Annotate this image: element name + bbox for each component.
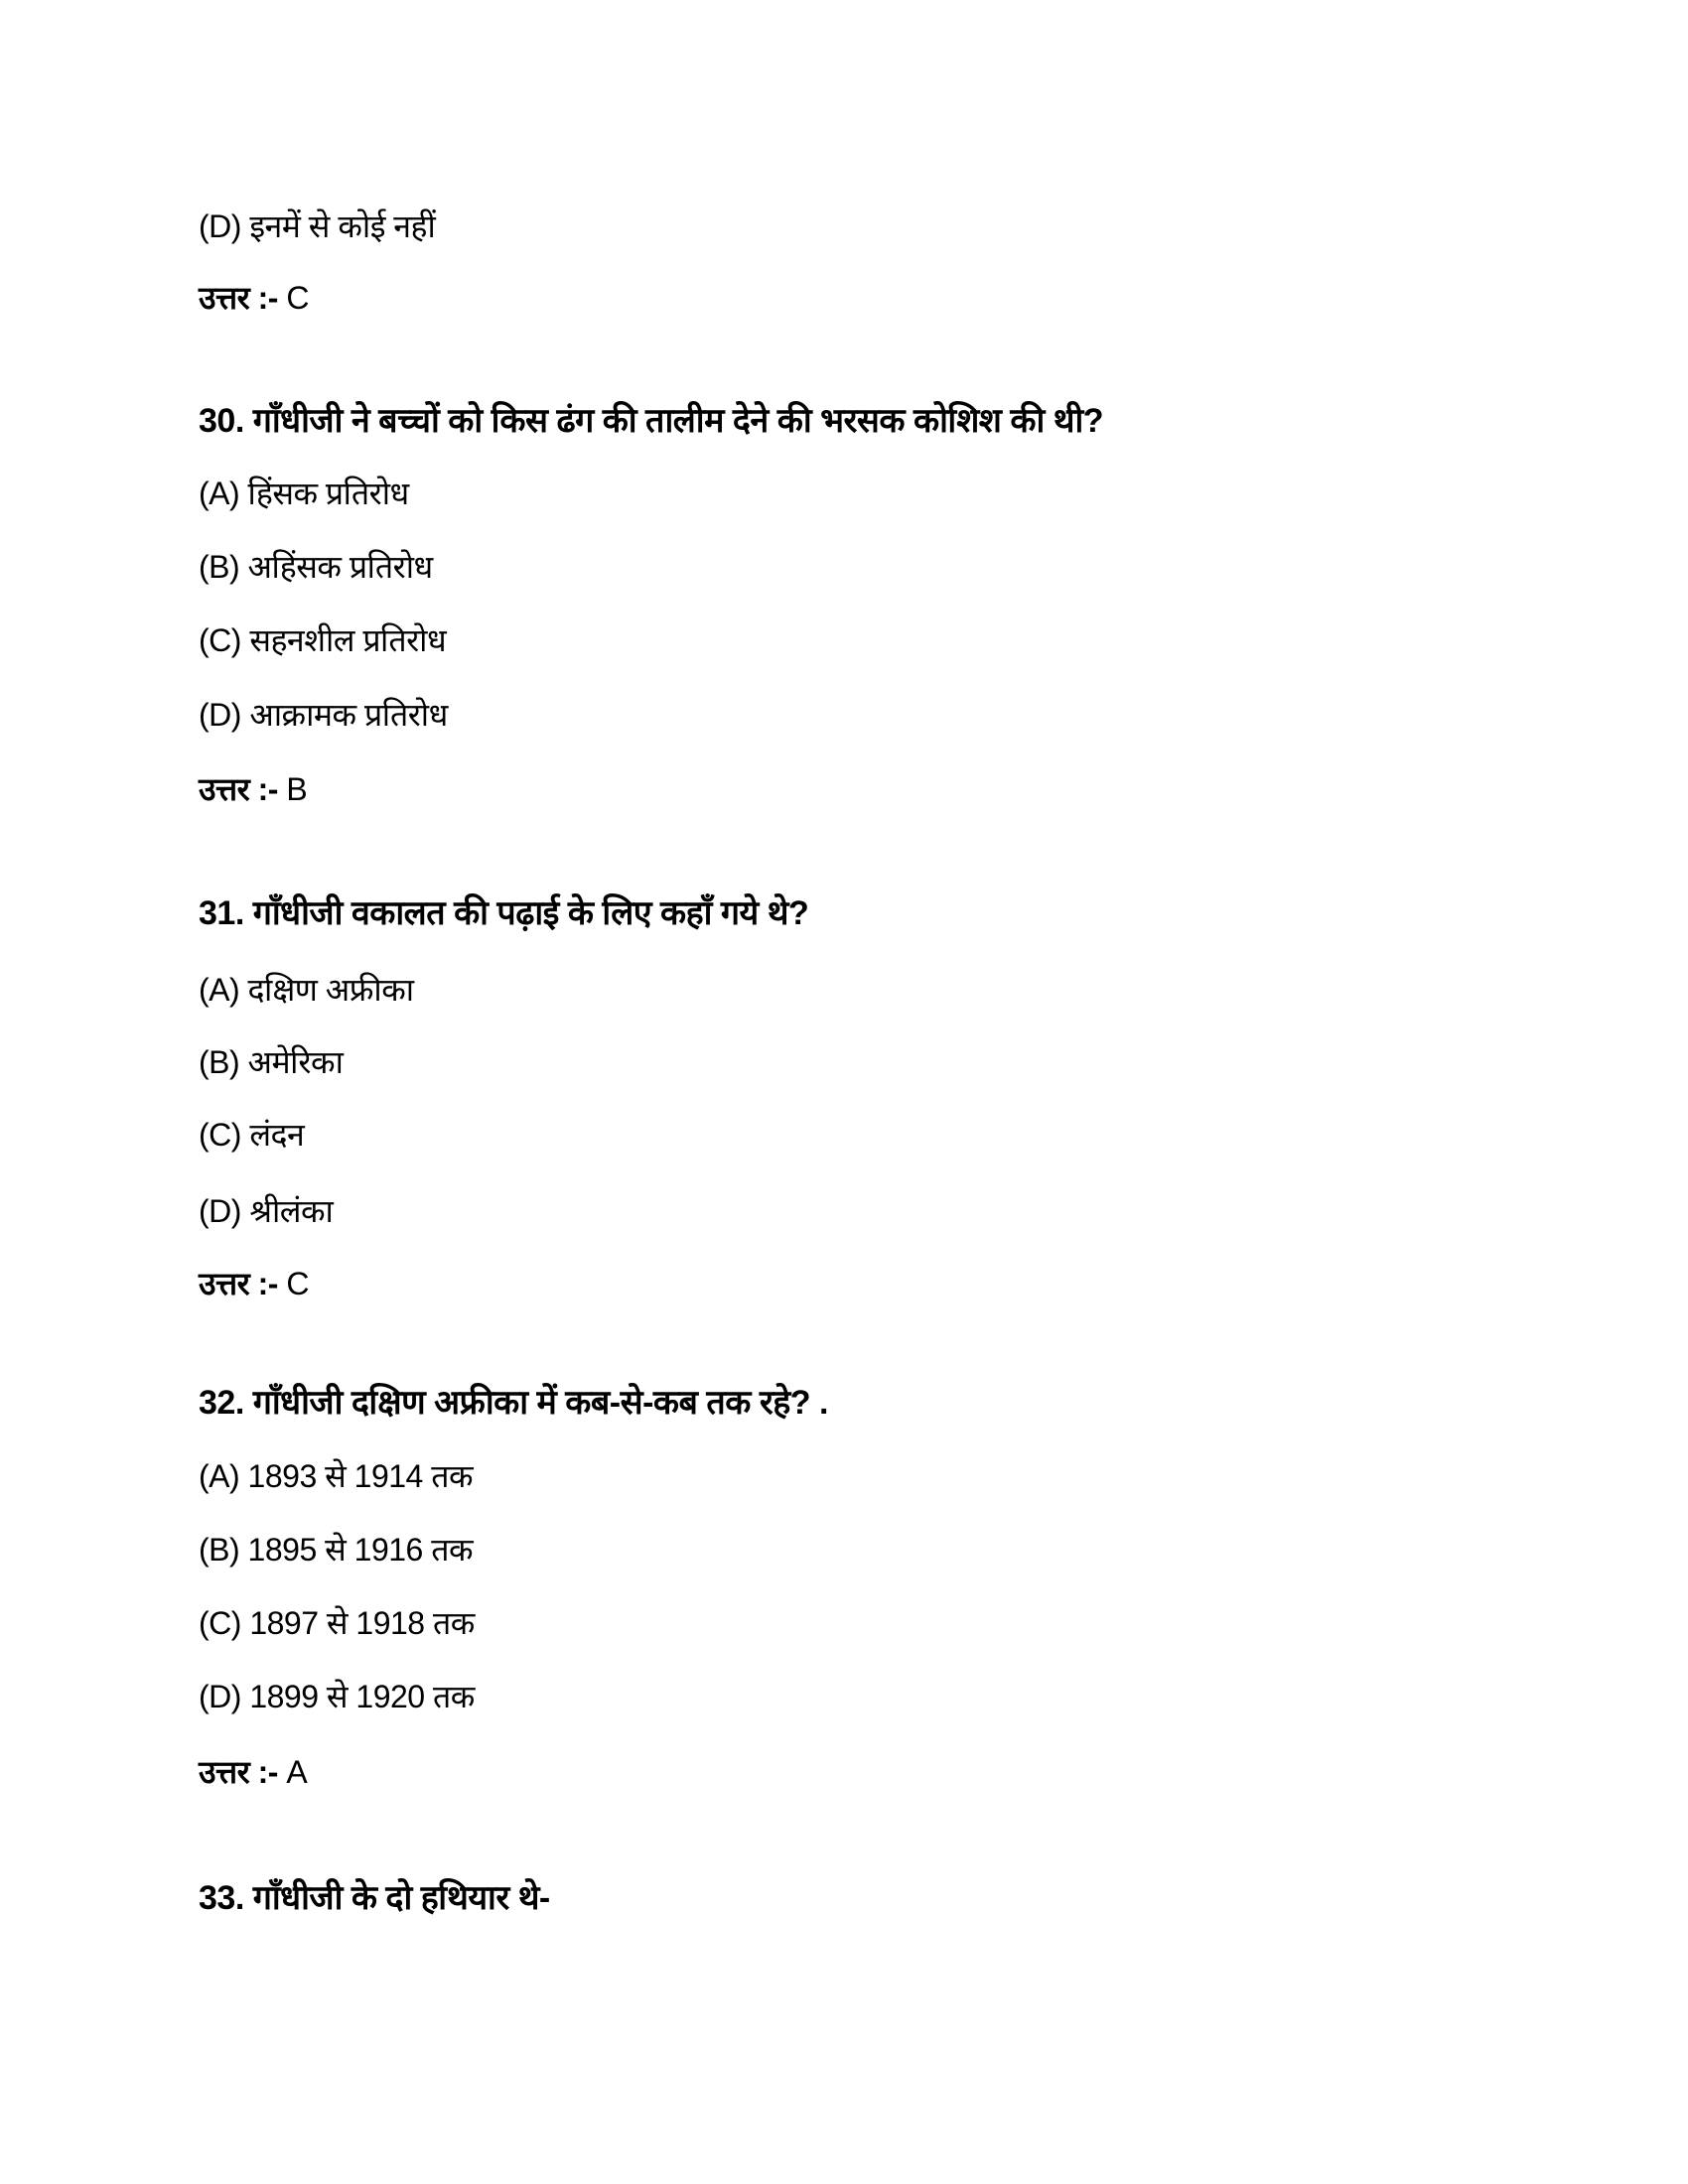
option-label: (D) [199, 1193, 241, 1229]
option-text: दक्षिण अफ्रीका [247, 972, 414, 1008]
answer-line [199, 764, 307, 814]
question-33 [199, 1873, 550, 1923]
option-a [199, 1451, 473, 1501]
option-text: अहिंसक प्रतिरोध [247, 549, 433, 585]
question-number: 32. [199, 1384, 244, 1422]
option-d [199, 1672, 475, 1721]
question-text: गाँधीजी दक्षिण अफ्रीका में कब-से-कब तक रहे? . [252, 1384, 828, 1422]
option-label: (A) [199, 972, 240, 1008]
answer-value: A [286, 1754, 308, 1790]
question-text: गाँधीजी वकालत की पढ़ाई के लिए कहाँ गये थे? [252, 894, 809, 932]
option-text: इनमें से कोई नहीं [249, 208, 436, 244]
question-text: गाँधीजी ने बच्चों को किस ढंग की तालीम देने की भरसक कोशिश की थी? [252, 402, 1104, 440]
option-text: अमेरिका [247, 1044, 344, 1080]
option-label: (A) [199, 476, 240, 511]
option-d [199, 1186, 333, 1236]
option-text: 1893 से 1914 तक [247, 1458, 474, 1494]
answer-label: उत्तर :- [199, 1266, 278, 1301]
option-b [199, 1525, 473, 1574]
option-b [199, 1037, 343, 1087]
option-text: 1897 से 1918 तक [249, 1605, 475, 1641]
question-text: गाँधीजी के दो हथियार थे- [252, 1879, 550, 1917]
option-label: (C) [199, 1117, 241, 1153]
option-text: 1895 से 1916 तक [247, 1532, 474, 1568]
answer-line [199, 1747, 307, 1797]
option-c [199, 1598, 475, 1648]
question-number: 33. [199, 1879, 244, 1917]
option-label: (C) [199, 622, 241, 658]
answer-line [199, 1259, 309, 1308]
option-text: आक्रामक प्रतिरोध [249, 697, 448, 733]
option-d [199, 202, 435, 251]
option-c [199, 1110, 304, 1160]
option-text: श्रीलंका [249, 1193, 334, 1229]
option-d [199, 690, 448, 740]
answer-value: C [286, 280, 309, 316]
option-label: (B) [199, 549, 240, 585]
option-label: (B) [199, 1532, 240, 1568]
question-32 [199, 1378, 828, 1428]
answer-value: C [286, 1266, 309, 1301]
question-number: 31. [199, 894, 244, 932]
question-number: 30. [199, 402, 244, 440]
answer-label: उत्तर :- [199, 771, 278, 807]
option-text: लंदन [249, 1117, 305, 1153]
answer-label: उत्तर :- [199, 1754, 278, 1790]
option-label: (C) [199, 1605, 241, 1641]
answer-label: उत्तर :- [199, 280, 278, 316]
answer-value: B [286, 771, 308, 807]
option-a [199, 965, 414, 1015]
question-31 [199, 888, 808, 938]
option-label: (A) [199, 1458, 240, 1494]
option-label: (D) [199, 208, 241, 244]
question-30 [199, 396, 1103, 446]
option-text: 1899 से 1920 तक [249, 1679, 475, 1714]
option-a [199, 469, 409, 518]
option-c [199, 615, 446, 665]
option-label: (D) [199, 697, 241, 733]
option-b [199, 542, 433, 592]
option-text: सहनशील प्रतिरोध [249, 622, 447, 658]
option-text: हिंसक प्रतिरोध [247, 476, 409, 511]
option-label: (B) [199, 1044, 240, 1080]
option-label: (D) [199, 1679, 241, 1714]
answer-line [199, 273, 309, 323]
